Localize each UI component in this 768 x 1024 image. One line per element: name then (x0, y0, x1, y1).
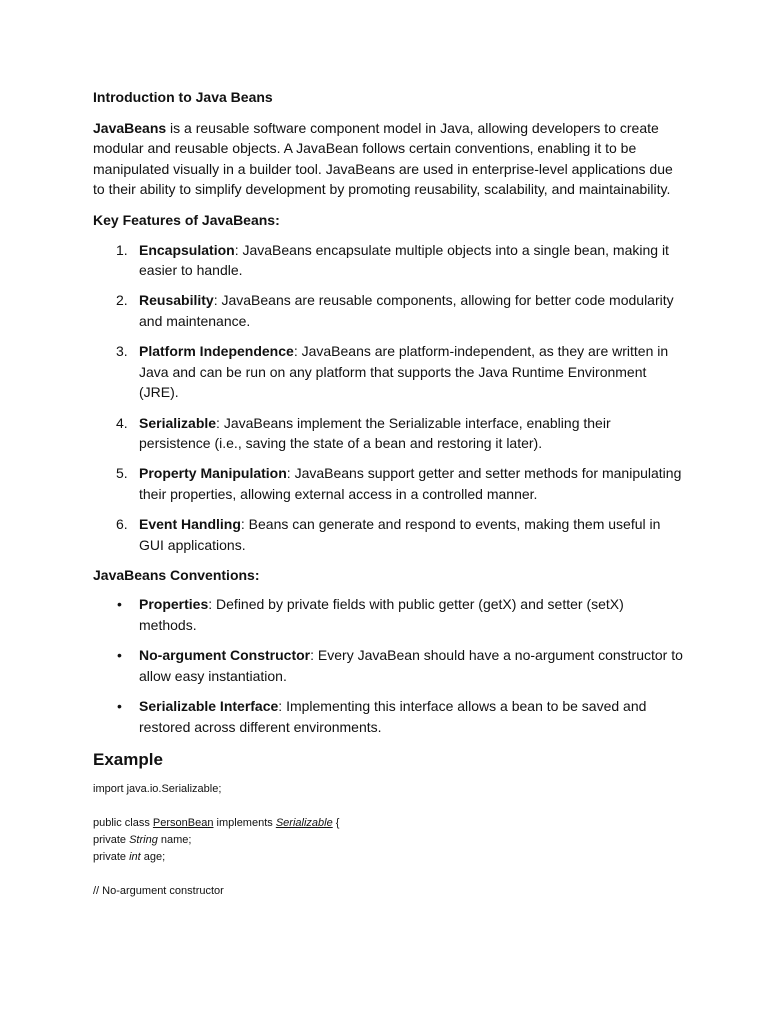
feature-desc: : JavaBeans implement the Serializable interface, enabling their persistence (i.e., saving the state of a bean and restoring it later). (139, 414, 611, 452)
feature-desc: : JavaBeans are platform-independent, as they are written in Java and can be run on any platform that supports the Java Runtime Environment (JRE). (139, 343, 669, 401)
convention-desc: : Implementing this interface allows a bean to be saved and restored across different environments. (139, 698, 647, 735)
code-import-line: import java.io.Serializable; (93, 783, 222, 796)
feature-term: Event Handling (139, 516, 241, 533)
feature-item (93, 514, 683, 555)
code-type: String (129, 834, 158, 847)
features-heading: Key Features of JavaBeans: (93, 211, 280, 228)
feature-number: 3. (116, 343, 128, 360)
intro-text: is a reusable software component model in Java, allowing developers to create modular and reusable objects. A JavaBean follows certain conventions, enabling it to be manipulated visually in a builder tool. JavaBeans are used in enterprise-level applications due to their ability to simplify development by promoting reusability, scalability, and maintainability. (93, 119, 673, 198)
code-type: int (129, 851, 141, 864)
document-content (93, 87, 683, 900)
code-blank-line (93, 798, 683, 815)
bullet-icon: • (117, 647, 122, 664)
convention-term: Properties (139, 596, 209, 613)
feature-term: Serializable (139, 414, 217, 431)
feature-number: 2. (116, 292, 128, 309)
code-field-name (93, 832, 683, 849)
code-block (93, 781, 683, 900)
convention-item (93, 645, 683, 686)
bullet-icon: • (117, 698, 122, 714)
code-implements-keyword: implements (213, 817, 276, 830)
code-modifier: private (93, 834, 130, 847)
feature-item (93, 240, 683, 281)
feature-term: Platform Independence (139, 343, 294, 360)
code-blank-line (93, 866, 683, 883)
feature-item (93, 463, 683, 504)
feature-desc: : JavaBeans encapsulate multiple objects into a single bean, making it easier to handle. (139, 241, 669, 279)
convention-desc: : Defined by private fields with public getter (getX) and setter (setX) methods. (139, 596, 624, 634)
feature-item (93, 290, 683, 331)
document-title: Introduction to Java Beans (93, 89, 273, 105)
convention-term: Serializable Interface (139, 698, 279, 714)
code-class-declaration (93, 815, 683, 832)
feature-desc: : Beans can generate and respond to events, making them useful in GUI applications. (139, 516, 661, 553)
feature-number: 6. (116, 516, 128, 533)
example-heading: Example (93, 750, 163, 770)
feature-term: Reusability (139, 292, 214, 309)
convention-item (93, 696, 683, 737)
feature-desc: : JavaBeans are reusable components, allowing for better code modularity and maintenance. (139, 292, 674, 329)
code-open-brace: { (332, 817, 340, 830)
code-comment: // No-argument constructor (93, 885, 224, 898)
code-identifier: name; (157, 834, 192, 847)
intro-term: JavaBeans (93, 119, 167, 136)
code-class-keyword: public class (93, 817, 153, 830)
convention-term: No-argument Constructor (139, 647, 311, 664)
feature-number: 4. (116, 414, 128, 431)
code-modifier: private (93, 851, 130, 864)
feature-term: Encapsulation (139, 241, 235, 258)
feature-item (93, 413, 683, 454)
code-interface-name: Serializable (275, 817, 333, 830)
features-list (93, 240, 683, 556)
conventions-list (93, 594, 683, 737)
feature-desc: : JavaBeans support getter and setter methods for manipulating their properties, allowing external access in a controlled manner. (139, 465, 682, 502)
feature-item (93, 341, 683, 403)
intro-paragraph (93, 118, 683, 200)
code-identifier: age; (140, 851, 166, 864)
feature-number: 5. (116, 465, 128, 482)
feature-number: 1. (116, 241, 128, 258)
bullet-icon: • (117, 596, 122, 613)
feature-term: Property Manipulation (139, 465, 287, 482)
convention-item (93, 594, 683, 635)
code-class-name: PersonBean (152, 817, 214, 830)
conventions-heading: JavaBeans Conventions: (93, 566, 260, 583)
convention-desc: : Every JavaBean should have a no-argument constructor to allow easy instantiation. (139, 647, 683, 684)
code-field-age (93, 849, 683, 866)
